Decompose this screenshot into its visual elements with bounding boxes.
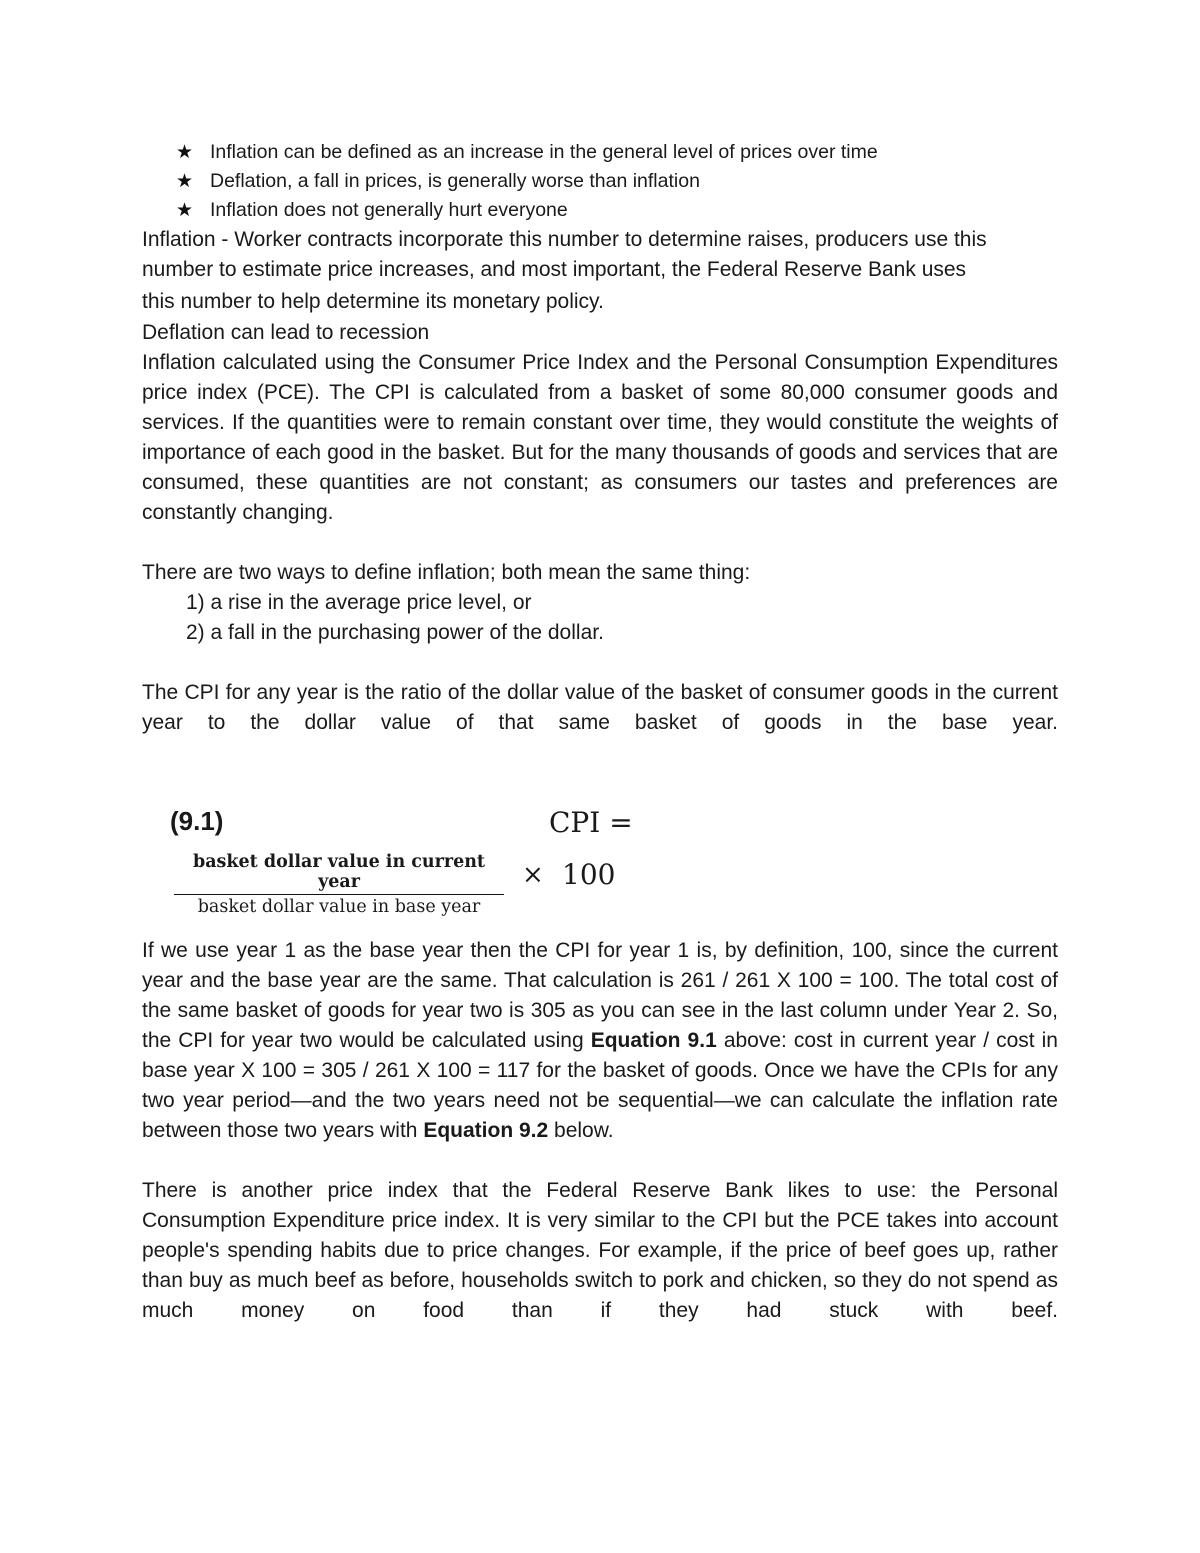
star-icon: ★ bbox=[176, 200, 194, 221]
inflation-note-line: this number to help determine its monetary policy. bbox=[142, 290, 604, 313]
bullet-list bbox=[142, 138, 1058, 225]
pce-paragraph: There is another price index that the Federal Reserve Bank likes to use: the Personal Consumption Expenditure price index. It is very similar to the CPI but the PCE takes into account people's spending habits due to price changes. For example, if the price of beef goes up, rather than buy as much beef as before, households switch to pork and chicken, so they do not spend as much money on food than if they had stuck with beef. bbox=[142, 1179, 1058, 1322]
list-item bbox=[142, 138, 1058, 167]
example-paragraph bbox=[142, 936, 1058, 1146]
equation-reference: Equation 9.1 bbox=[590, 1029, 717, 1052]
cpi-paragraph: Inflation calculated using the Consumer Price Index and the Personal Consumption Expenditures price index (PCE). The CPI is calculated from a basket of some 80,000 consumer goods and services. If the quantities were to remain constant over time, they would constitute the weights of importance of each good in the basket. But for the many thousands of goods and services that are consumed, these quantities are not constant; as consumers our tastes and preferences are constantly changing. bbox=[142, 351, 1058, 524]
equation-factor: 100 bbox=[562, 858, 616, 891]
list-item bbox=[142, 196, 1058, 225]
fraction-denominator: basket dollar value in base year bbox=[197, 897, 481, 917]
example-text: If we use year 1 as the base year then the CPI for year 1 is, by definition, 100, since the current year and the base year are the same. That calculation is 261 / 261 X 100 = 100. The total cost of the same basket of goods for year two is 305 as you can see in the last column under Year 2. So, the CPI for year two would be calculated using bbox=[142, 939, 1058, 1052]
inflation-note-line: number to estimate price increases, and most important, the Federal Reserve Bank uses bbox=[142, 258, 967, 281]
bullet-text: Inflation does not generally hurt everyone bbox=[210, 199, 568, 221]
inflation-note-line: Inflation - Worker contracts incorporate this number to determine raises, producers use this bbox=[142, 228, 987, 251]
equation-number: (9.1) bbox=[170, 806, 224, 836]
equation-reference: Equation 9.2 bbox=[423, 1119, 549, 1142]
equation-9-1 bbox=[142, 806, 1058, 918]
cpi-definition: The CPI for any year is the ratio of the dollar value of the basket of consumer goods in the current year to the dollar value of that same basket of goods in the base year. bbox=[142, 681, 1058, 734]
fraction-numerator: basket dollar value in current year bbox=[174, 852, 504, 895]
list-item bbox=[142, 167, 1058, 196]
equation-fraction bbox=[174, 852, 504, 917]
times-symbol: × bbox=[522, 860, 544, 890]
example-text: below. bbox=[548, 1119, 614, 1142]
equation-lhs: CPI = bbox=[549, 806, 633, 839]
definition-item: 1) a rise in the average price level, or bbox=[186, 591, 532, 614]
example-text: above: cost in current year / cost in base year X 100 = 305 / 261 X 100 = 117 for the basket of goods. Once we have the CPIs for any two year period—and the two years need not be sequential—we can calculate the inflation rate between those two years with bbox=[142, 1029, 1058, 1142]
bullet-text: Deflation, a fall in prices, is generally worse than inflation bbox=[210, 170, 700, 192]
bullet-text: Inflation can be defined as an increase in the general level of prices over time bbox=[210, 141, 878, 163]
star-icon: ★ bbox=[176, 171, 194, 192]
two-ways-intro: There are two ways to define inflation; both mean the same thing: bbox=[142, 561, 751, 584]
deflation-note: Deflation can lead to recession bbox=[142, 321, 430, 344]
document-page bbox=[142, 138, 1058, 1326]
definition-item: 2) a fall in the purchasing power of the dollar. bbox=[186, 621, 604, 644]
star-icon: ★ bbox=[176, 142, 194, 163]
